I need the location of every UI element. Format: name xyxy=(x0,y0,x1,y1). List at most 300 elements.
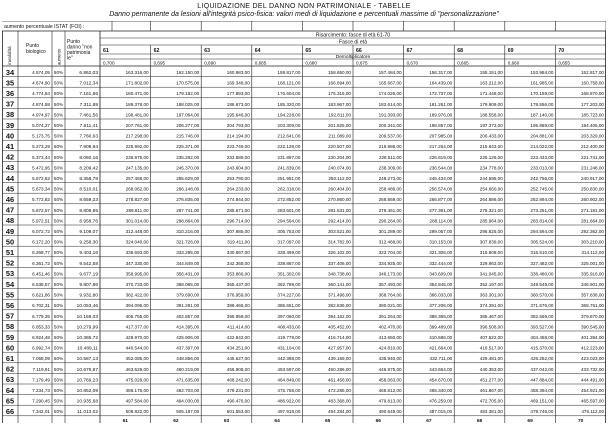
row-value: 405.755,00 xyxy=(125,313,149,319)
row-value: 271.181,00 xyxy=(581,207,604,213)
row-invalidita: 36 xyxy=(5,89,15,98)
row-punto-danno: 7.012,34 xyxy=(79,81,98,87)
row-value: 410.586,00 xyxy=(429,335,453,340)
row-value: 251.951,00 xyxy=(277,176,301,181)
row-value: 307.839,00 xyxy=(479,239,503,245)
row-value: 169.348,00 xyxy=(226,80,250,86)
col-punto-danno-header: danno "non xyxy=(67,44,93,51)
row-value: 487.015,00 xyxy=(429,409,453,415)
row-invalidita: 64 xyxy=(5,385,15,395)
row-value: 299.057,00 xyxy=(429,229,453,234)
row-value: 368.764,00 xyxy=(378,292,402,298)
row-value: 335.693,00 xyxy=(125,250,149,256)
row-value: 497.584,00 xyxy=(125,398,149,404)
row-aumento: 50% xyxy=(53,388,64,393)
row-aumento: 50% xyxy=(53,260,64,266)
row-punto-danno: 10.053,46 xyxy=(76,304,98,310)
row-value: 260.404,00 xyxy=(328,186,351,192)
row-value: 206.433,00 xyxy=(479,133,503,139)
row-value: 456.908,00 xyxy=(226,366,250,372)
row-value: 240.074,00 xyxy=(328,165,351,171)
row-invalidita: 65 xyxy=(5,396,15,406)
row-punto-danno: 11.013,02 xyxy=(77,410,98,416)
row-punto-biologico: 5.074,27 xyxy=(32,123,50,128)
row-value: 287.741,00 xyxy=(176,207,200,213)
footer-age: 65 xyxy=(325,418,331,423)
row-invalidita: 38 xyxy=(5,110,15,120)
row-value: 338.480,00 xyxy=(530,271,554,277)
row-value: 292.362,00 xyxy=(581,229,604,234)
row-value: 301.289,00 xyxy=(378,229,402,234)
row-value: 362.789,00 xyxy=(277,282,301,287)
row-value: 310.153,00 xyxy=(429,239,453,245)
row-punto-biologico: 6.072,72 xyxy=(32,229,50,234)
row-value: 446.975,00 xyxy=(378,366,402,372)
row-value: 283.814,00 xyxy=(530,218,554,224)
row-value: 310.216,00 xyxy=(176,229,200,234)
row-value: 402.857,00 xyxy=(176,313,200,319)
row-value: 458.394,00 xyxy=(530,388,554,393)
demoltiplicatore-value: 0,685 xyxy=(254,60,267,66)
col-punto-biologico-header: Punto xyxy=(26,43,40,49)
row-aumento: 50% xyxy=(53,123,64,128)
age-header: 63 xyxy=(204,48,210,54)
row-value: 463.529,00 xyxy=(125,366,149,372)
row-value: 505.187,00 xyxy=(176,409,200,415)
row-value: 370.733,00 xyxy=(125,282,149,287)
row-value: 432.711,00 xyxy=(429,356,453,362)
row-value: 214.194,00 xyxy=(226,133,250,139)
row-invalidita: 45 xyxy=(5,184,15,194)
row-aumento: 50% xyxy=(53,91,64,97)
row-value: 185.723,00 xyxy=(581,112,604,118)
row-invalidita: 63 xyxy=(5,375,15,385)
row-value: 290.264,00 xyxy=(378,218,402,224)
row-value: 252.745,00 xyxy=(530,186,554,192)
row-punto-biologico: 6.702,31 xyxy=(32,303,50,309)
row-aumento: 50% xyxy=(53,250,64,256)
row-value: 321.306,00 xyxy=(429,250,453,256)
row-value: 206.277,00 xyxy=(176,123,200,128)
row-invalidita: 47 xyxy=(5,205,15,215)
demoltiplicatore-value: 0,665 xyxy=(457,60,469,66)
row-value: 461.456,00 xyxy=(328,377,351,383)
row-value: 368.085,00 xyxy=(176,282,200,287)
row-value: 366.033,00 xyxy=(429,292,453,298)
age-header: 64 xyxy=(254,48,261,54)
row-invalidita: 50 xyxy=(5,237,15,247)
row-value: 490.649,00 xyxy=(378,409,402,415)
row-punto-biologico: 7.119,91 xyxy=(32,366,50,372)
row-value: 262.318,00 xyxy=(277,186,301,192)
row-value: 486.922,00 xyxy=(277,398,301,404)
row-value: 316.510,00 xyxy=(530,250,554,256)
row-punto-danno: 8.510,01 xyxy=(79,187,98,193)
row-value: 211.089,00 xyxy=(328,133,351,139)
row-value: 207.761,00 xyxy=(125,123,149,128)
row-invalidita: 44 xyxy=(5,173,15,183)
row-value: 248.273,00 xyxy=(378,176,402,181)
row-punto-danno: 10.587,13 xyxy=(76,357,98,363)
row-invalidita: 39 xyxy=(5,120,15,130)
row-value: 483.381,00 xyxy=(479,409,503,415)
row-aumento: 50% xyxy=(53,154,64,160)
row-value: 228.511,00 xyxy=(378,154,402,160)
row-value: 160.758,00 xyxy=(581,80,604,86)
row-invalidita: 59 xyxy=(5,332,15,342)
row-value: 198.481,00 xyxy=(125,112,149,118)
row-value: 162.150,00 xyxy=(176,70,200,75)
row-value: 475.028,00 xyxy=(125,377,149,383)
row-invalidita: 46 xyxy=(5,195,15,204)
row-value: 253.790,00 xyxy=(226,176,250,181)
row-value: 268.062,00 xyxy=(125,186,149,192)
row-value: 266.148,00 xyxy=(176,186,200,192)
row-value: 433.732,00 xyxy=(581,366,604,372)
row-value: 476.112,00 xyxy=(581,409,604,415)
row-value: 171.448,00 xyxy=(479,91,503,97)
row-value: 177.893,00 xyxy=(226,91,250,97)
row-value: 490.476,00 xyxy=(226,398,250,404)
row-invalidita: 56 xyxy=(5,301,15,310)
row-value: 323.704,00 xyxy=(378,250,402,256)
row-value: 444.491,00 xyxy=(581,377,604,383)
row-punto-biologico: 5.373,44 xyxy=(32,154,50,160)
row-value: 399.489,00 xyxy=(429,324,453,330)
row-aumento: 50% xyxy=(53,303,64,309)
row-invalidita: 53 xyxy=(5,269,15,279)
row-value: 188.025,00 xyxy=(176,101,200,107)
row-value: 175.315,00 xyxy=(328,91,351,97)
row-value: 256.574,00 xyxy=(429,186,453,192)
row-value: 464.849,00 xyxy=(277,377,301,383)
row-value: 349.549,00 xyxy=(530,282,554,287)
row-value: 357.493,00 xyxy=(378,282,402,287)
row-value: 200.341,00 xyxy=(378,123,402,128)
row-value: 421.664,00 xyxy=(429,345,453,351)
row-punto-biologico: 6.779,35 xyxy=(32,313,50,319)
row-punto-danno: 10.386,72 xyxy=(76,336,98,341)
row-value: 234.778,00 xyxy=(479,165,503,171)
row-value: 396.508,00 xyxy=(479,324,503,330)
row-value: 448.856,00 xyxy=(176,356,200,362)
row-value: 274.844,00 xyxy=(226,197,250,203)
row-punto-biologico: 6.172,20 xyxy=(32,239,50,245)
row-value: 312.468,00 xyxy=(378,239,402,245)
row-value: 443.664,00 xyxy=(429,366,453,372)
row-punto-biologico: 5.173,75 xyxy=(32,133,50,139)
footer-age: 70 xyxy=(578,418,584,423)
row-aumento: 50% xyxy=(53,409,64,415)
row-value: 168.121,00 xyxy=(277,80,301,86)
row-value: 247.135,00 xyxy=(125,165,149,171)
row-invalidita: 60 xyxy=(5,343,15,353)
row-value: 379.670,00 xyxy=(581,313,604,319)
row-value: 243.604,00 xyxy=(226,165,250,171)
row-value: 339.887,00 xyxy=(277,260,301,266)
row-value: 365.437,00 xyxy=(226,282,250,287)
row-value: 255.629,00 xyxy=(176,176,200,181)
row-value: 204.881,00 xyxy=(530,133,554,139)
row-value: 161.985,00 xyxy=(530,80,554,86)
row-value: 382.569,00 xyxy=(530,313,554,319)
row-punto-biologico: 7.058,09 xyxy=(32,356,50,362)
row-aumento: 50% xyxy=(53,313,64,319)
row-value: 343.609,00 xyxy=(429,271,453,277)
row-value: 319.411,00 xyxy=(227,239,250,245)
row-value: 465.340,00 xyxy=(429,388,453,393)
footer-age: 68 xyxy=(476,418,483,423)
row-invalidita: 62 xyxy=(5,364,15,374)
row-aumento: 50% xyxy=(53,70,64,75)
row-value: 329.963,00 xyxy=(479,260,503,266)
row-invalidita: 49 xyxy=(5,226,15,236)
row-value: 357.838,00 xyxy=(581,292,604,298)
age-header: 65 xyxy=(305,48,312,54)
row-value: 335.916,00 xyxy=(581,271,604,277)
row-value: 412.223,00 xyxy=(581,345,604,351)
row-value: 303.210,00 xyxy=(581,239,604,245)
row-value: 153.984,00 xyxy=(530,70,554,75)
row-value: 197.373,00 xyxy=(479,123,503,128)
row-value: 388.365,00 xyxy=(429,313,453,319)
row-value: 429.481,00 xyxy=(479,356,503,362)
row-value: 201.825,00 xyxy=(328,123,351,128)
row-value: 393.527,00 xyxy=(530,324,554,330)
row-value: 354.845,00 xyxy=(429,282,453,287)
demoltiplicatore-value: 0,700 xyxy=(103,60,115,66)
row-punto-biologico: 4.974,97 xyxy=(32,112,50,118)
row-aumento: 50% xyxy=(53,176,64,181)
row-value: 277.391,00 xyxy=(429,207,453,213)
row-value: 245.370,00 xyxy=(176,165,200,171)
footer-age: 67 xyxy=(426,418,432,423)
row-value: 328.499,00 xyxy=(277,250,301,256)
row-value: 450.286,00 xyxy=(328,366,351,372)
row-value: 156.317,00 xyxy=(429,70,453,75)
row-value: 391.264,00 xyxy=(378,313,402,319)
row-value: 279.461,00 xyxy=(378,207,402,213)
row-punto-danno: 7.760,63 xyxy=(79,134,98,140)
row-value: 178.556,00 xyxy=(530,101,554,107)
row-value: 215.643,00 xyxy=(479,144,503,150)
row-value: 209.537,00 xyxy=(378,133,402,139)
row-value: 198.857,00 xyxy=(429,123,453,128)
row-value: 445.627,00 xyxy=(226,356,250,362)
row-punto-biologico: 6.538,57 xyxy=(32,282,50,287)
row-aumento: 50% xyxy=(53,366,64,372)
age-header: 68 xyxy=(457,48,463,54)
row-value: 346.173,00 xyxy=(378,271,402,277)
row-value: 305.524,00 xyxy=(530,239,554,245)
row-punto-biologico: 6.361,72 xyxy=(32,260,50,266)
table-grid xyxy=(2,21,606,423)
row-value: 324.040,00 xyxy=(125,239,149,245)
row-punto-danno: 9.677,19 xyxy=(79,272,98,278)
row-value: 233.013,00 xyxy=(530,165,554,171)
row-value: 264.886,00 xyxy=(479,197,503,203)
footer-age: 62 xyxy=(173,418,179,423)
row-value: 233.589,00 xyxy=(226,154,250,160)
row-value: 333.295,00 xyxy=(176,250,200,256)
row-punto-danno: 7.311,88 xyxy=(79,102,98,108)
row-value: 273.251,00 xyxy=(530,207,554,213)
age-header: 61 xyxy=(103,48,109,54)
row-value: 276.835,00 xyxy=(176,197,200,203)
row-punto-biologico: 6.924,48 xyxy=(32,335,50,340)
row-value: 236.544,00 xyxy=(429,165,453,171)
row-value: 318.908,00 xyxy=(479,250,503,256)
row-value: 246.434,00 xyxy=(429,176,453,181)
demoltiplicatore-value: 0,660 xyxy=(507,60,520,66)
row-aumento: 50% xyxy=(53,282,64,287)
row-value: 390.545,00 xyxy=(581,324,604,330)
row-value: 482.703,00 xyxy=(176,388,200,393)
row-value: 225.126,00 xyxy=(479,154,503,160)
row-value: 416.714,00 xyxy=(328,335,351,340)
row-value: 289.811,00 xyxy=(125,207,149,213)
row-punto-biologico: 6.621,86 xyxy=(32,292,50,298)
row-value: 171.802,00 xyxy=(125,80,149,86)
row-value: 397.060,00 xyxy=(277,313,301,319)
row-punto-biologico: 5.772,82 xyxy=(32,197,50,203)
row-value: 268.869,00 xyxy=(378,197,402,203)
row-value: 157.484,00 xyxy=(378,70,402,75)
row-value: 186.673,00 xyxy=(226,101,250,107)
col-punto-danno-header: Punto xyxy=(67,39,81,45)
row-value: 270.860,00 xyxy=(328,197,351,203)
row-punto-danno: 9.542,58 xyxy=(79,261,98,267)
row-value: 194.405,00 xyxy=(581,123,604,128)
istat-label: aumento percentuale ISTAT (FOI) : xyxy=(4,24,85,30)
row-value: 236.975,00 xyxy=(125,154,149,160)
row-value: 439.169,00 xyxy=(328,356,351,362)
row-invalidita: 51 xyxy=(5,248,15,257)
row-value: 428.970,00 xyxy=(125,335,149,340)
row-value: 155.151,00 xyxy=(479,70,503,75)
row-value: 423.023,00 xyxy=(581,356,604,362)
row-value: 189.976,00 xyxy=(429,112,453,118)
row-value: 351.302,00 xyxy=(277,271,301,277)
row-value: 353.866,00 xyxy=(226,271,250,277)
demoltiplicatore-value: 0,670 xyxy=(406,60,419,66)
row-value: 479.813,00 xyxy=(378,398,402,404)
row-value: 179.909,00 xyxy=(479,101,503,107)
row-value: 176.604,00 xyxy=(277,91,301,97)
row-value: 281.531,00 xyxy=(328,207,351,213)
row-value: 212.641,00 xyxy=(277,133,301,139)
row-value: 434.251,00 xyxy=(226,345,250,351)
row-punto-biologico: 5.572,52 xyxy=(32,176,50,181)
row-value: 197.064,00 xyxy=(176,112,200,118)
age-header: 69 xyxy=(507,48,514,54)
row-value: 407.522,00 xyxy=(479,335,503,340)
row-value: 451.277,00 xyxy=(479,377,503,383)
row-value: 164.439,00 xyxy=(429,80,453,86)
row-value: 422.842,00 xyxy=(226,335,250,340)
row-punto-danno: 10.279,99 xyxy=(76,325,98,331)
row-punto-biologico: 7.290,45 xyxy=(32,398,50,404)
row-aumento: 50% xyxy=(53,101,64,107)
row-value: 486.176,00 xyxy=(125,388,149,393)
row-value: 394.162,00 xyxy=(328,313,351,319)
age-header: 67 xyxy=(406,48,413,54)
row-value: 217.298,00 xyxy=(125,133,149,139)
row-value: 368.761,00 xyxy=(581,303,604,309)
row-value: 475.758,00 xyxy=(277,388,301,393)
row-punto-danno: 10.169,03 xyxy=(76,314,98,320)
row-value: 188.558,00 xyxy=(479,112,503,118)
row-value: 440.544,00 xyxy=(125,345,149,351)
row-value: 385.651,00 xyxy=(277,303,301,309)
row-value: 341.045,00 xyxy=(479,271,503,277)
row-value: 427.957,00 xyxy=(328,345,351,351)
row-value: 497.918,00 xyxy=(277,409,301,415)
row-value: 264.233,00 xyxy=(226,186,250,192)
row-value: 460.219,00 xyxy=(176,366,200,372)
row-value: 431.104,00 xyxy=(277,345,301,351)
row-value: 168.870,00 xyxy=(581,91,604,97)
row-value: 285.671,00 xyxy=(226,207,250,213)
row-value: 371.576,00 xyxy=(530,303,554,309)
row-value: 360.570,00 xyxy=(530,292,554,298)
row-value: 321.726,00 xyxy=(176,239,200,245)
row-value: 218.886,00 xyxy=(378,144,402,150)
row-value: 435.940,00 xyxy=(378,356,402,362)
row-value: 217.264,00 xyxy=(429,144,453,150)
row-punto-danno: 7.909,94 xyxy=(79,145,98,151)
row-value: 204.793,00 xyxy=(226,123,250,128)
row-invalidita: 54 xyxy=(5,279,15,289)
row-value: 275.321,00 xyxy=(479,207,503,213)
row-value: 494.030,00 xyxy=(176,398,200,404)
row-value: 348.738,00 xyxy=(328,271,351,277)
row-value: 379.690,00 xyxy=(176,292,200,298)
row-value: 225.371,00 xyxy=(176,144,200,150)
row-punto-danno: 10.852,09 xyxy=(76,389,98,394)
age-header: 62 xyxy=(153,48,160,54)
row-value: 230.204,00 xyxy=(328,154,351,160)
row-punto-biologico: 7.179,49 xyxy=(32,377,50,383)
row-value: 501.553,00 xyxy=(226,409,250,415)
row-value: 244.595,00 xyxy=(479,176,503,181)
row-value: 288.114,00 xyxy=(429,218,453,224)
row-value: 376.959,00 xyxy=(226,292,250,298)
row-value: 250.830,00 xyxy=(581,186,604,192)
row-punto-biologico: 4.574,05 xyxy=(32,70,50,75)
footer-age: 66 xyxy=(375,418,381,423)
fasce-subtitle: Fasce di età xyxy=(338,39,368,46)
row-value: 418.517,00 xyxy=(479,345,503,351)
row-value: 254.660,00 xyxy=(479,186,503,192)
row-value: 195.889,00 xyxy=(530,123,554,128)
row-value: 194.228,00 xyxy=(277,112,301,118)
row-value: 203.309,00 xyxy=(277,123,301,128)
row-value: 344.849,00 xyxy=(176,260,200,266)
row-value: 238.309,00 xyxy=(378,165,402,171)
row-punto-danno: 7.161,66 xyxy=(79,92,98,98)
row-value: 461.867,00 xyxy=(479,388,503,393)
row-value: 314.782,00 xyxy=(328,239,351,245)
row-value: 391.281,00 xyxy=(176,303,200,309)
col-invalidita-header: invalidità xyxy=(8,46,13,65)
row-aumento: 50% xyxy=(53,80,64,86)
row-value: 437.042,00 xyxy=(530,366,554,372)
row-invalidita: 66 xyxy=(5,407,15,416)
row-value: 442.398,00 xyxy=(277,356,301,362)
row-value: 226.992,00 xyxy=(125,144,149,150)
row-punto-danno: 10.489,11 xyxy=(77,346,98,352)
